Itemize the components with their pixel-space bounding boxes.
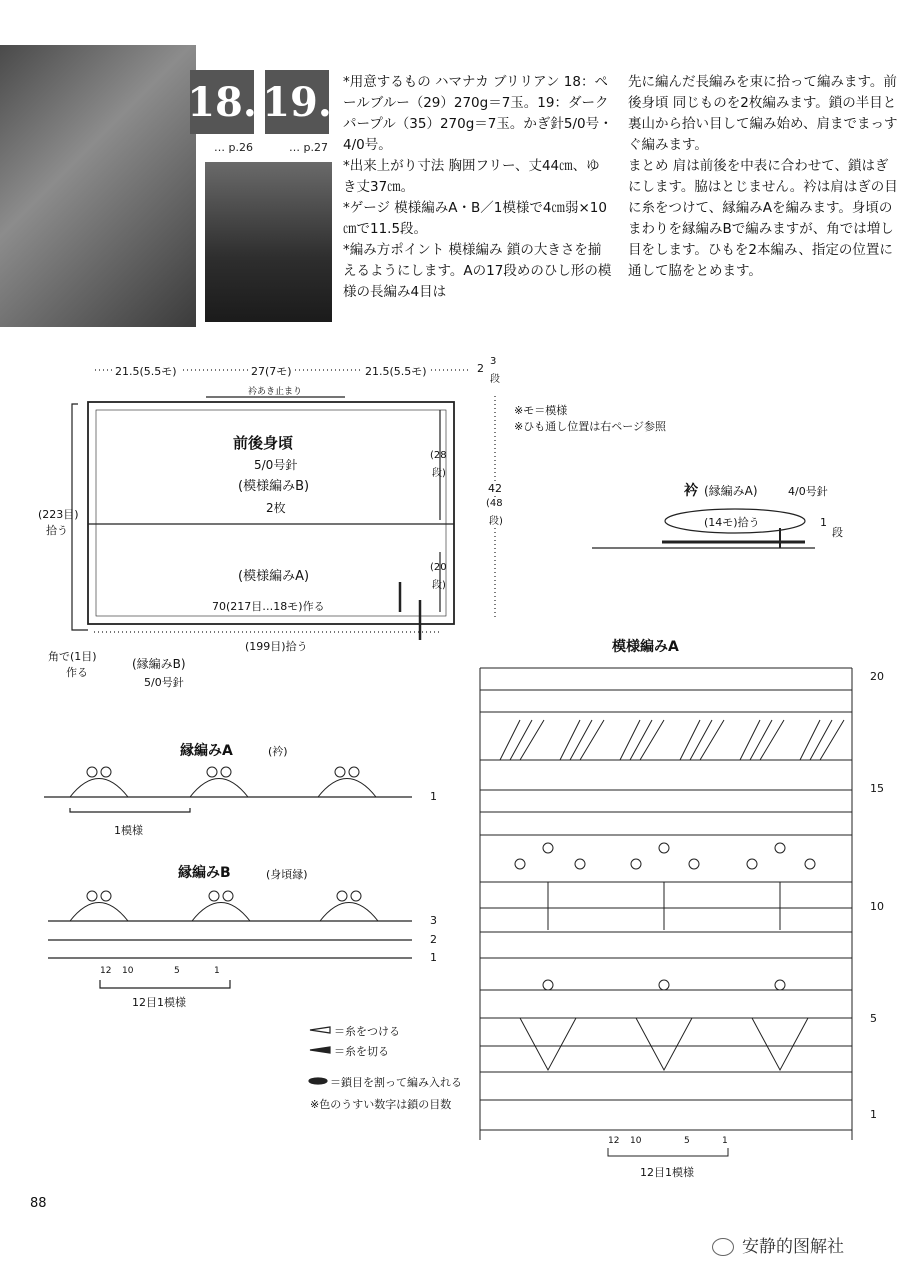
rows-20: (20 xyxy=(430,562,447,573)
edging-b-n10: 10 xyxy=(122,966,134,976)
corner-text: 角で(1目) xyxy=(48,650,97,663)
pattern-a-row20: 20 xyxy=(870,670,884,683)
pattern-a-row5: 5 xyxy=(870,1012,877,1025)
edging-b-row1: 1 xyxy=(430,951,437,964)
edging-b-label: (縁編みB) xyxy=(132,657,186,671)
pattern-a-n5: 5 xyxy=(684,1136,690,1146)
legend-cut: ＝糸を切る xyxy=(334,1045,389,1058)
edging-b-n12: 12 xyxy=(100,966,112,976)
left-pick-count: (223目) xyxy=(38,508,79,521)
edging-b-n5: 5 xyxy=(174,966,180,976)
right-top-rows-u: 段 xyxy=(490,374,500,385)
pattern-number-19: 19. xyxy=(265,70,329,134)
dim-left: 21.5(5.5モ) xyxy=(112,363,180,379)
right-top-rows: 2 xyxy=(477,362,484,375)
edging-a-title: 縁編みA xyxy=(180,743,233,759)
edging-b-sub: (身頃縁) xyxy=(266,868,308,881)
pattern-a-n1: 1 xyxy=(722,1136,728,1146)
body-pattern-b: (模様編みB) xyxy=(238,479,310,494)
edging-b-title: 縁編みB xyxy=(178,865,231,881)
dim-right: 21.5(5.5モ) xyxy=(362,363,430,379)
pattern-a-repeat: 12目1模様 xyxy=(640,1166,694,1179)
collar-rows-u: 段 xyxy=(832,526,843,539)
pattern-a-row10: 10 xyxy=(870,900,884,913)
collar-hook: 4/0号針 xyxy=(788,485,828,498)
legend-split: ＝鎖目を割って編み入れる xyxy=(330,1076,462,1089)
edging-b-repeat: 12目1模様 xyxy=(132,996,186,1009)
watermark-text: 安静的图解社 xyxy=(742,1237,844,1257)
materials-text: *用意するもの ハマナカ ブリリアン 18：ペールブルー（29）270g＝7玉。19：ダークパープル（35）270g＝7玉。かぎ針5/0号・4/0号。 *出来上がり寸法 胸囲フリー、丈44㎝、ゆき丈37㎝。 *ゲージ 模様編みA・B／1模様で4㎝弱×10㎝で11.5段。 *編み方ポイント 模様編み 鎖の大きさを揃えるようにします。Aの17段めのひし形の模様の長編み4目は xyxy=(343,74,613,300)
edging-b-n1: 1 xyxy=(214,966,220,976)
rows-48-u: 段) xyxy=(489,512,503,527)
neck-label: 衿あき止まり xyxy=(248,387,303,397)
pattern-a-title: 模様編みA xyxy=(612,639,679,655)
corner-text-2: 作る xyxy=(66,666,88,679)
rows-28-u: 段) xyxy=(432,468,446,479)
rows-28: (28 xyxy=(430,450,447,461)
dim-center: 27(7モ) xyxy=(248,363,295,379)
body-pattern-a: (模様編みA) xyxy=(238,569,310,584)
legend-note: ※色のうすい数字は鎖の目数 xyxy=(310,1098,452,1111)
collar-sub: (縁編みA) xyxy=(704,484,758,498)
left-pick-text: 拾う xyxy=(46,524,68,537)
note-mo: ※モ＝模様 xyxy=(514,404,568,417)
collar-pick: (14モ)拾う xyxy=(704,516,760,529)
legend-join: ＝糸をつける xyxy=(334,1025,400,1038)
collar-title: 衿 xyxy=(684,483,698,499)
instructions-text: 先に編んだ長編みを束に拾って編みます。前後身頃 同じものを2枚編みます。鎖の半目と裏山から拾い目して編み始め、肩までまっすぐ編みます。 まとめ 肩は前後を中表に合わせて、鎖はぎにします。脇はとじません。衿は肩はぎの目に糸をつけて、縁編みAを編みます。身頃のまわりを縁編みBで編みますが、角では増し目をします。ひもを2本編み、指定の位置に通して脇をとめます。 xyxy=(628,74,898,279)
body-count: 2枚 xyxy=(266,501,286,515)
edging-a-row: 1 xyxy=(430,790,437,803)
pattern-a-row15: 15 xyxy=(870,782,884,795)
note-cord: ※ひも通し位置は右ページ参照 xyxy=(514,420,666,433)
body-hook: 5/0号針 xyxy=(254,458,298,472)
wechat-icon xyxy=(712,1238,734,1256)
pattern-number-18: 18. xyxy=(190,70,254,134)
watermark xyxy=(712,1232,844,1257)
edging-b-row3: 3 xyxy=(430,914,437,927)
rows-20-u: 段) xyxy=(432,580,446,591)
edging-a-repeat: 1模様 xyxy=(114,824,143,837)
body-title: 前後身頃 xyxy=(233,434,294,452)
collar-rows: 1 xyxy=(820,516,827,529)
pattern-a-row1: 1 xyxy=(870,1108,877,1121)
body-chain: 70(217目…18モ)作る xyxy=(212,600,325,613)
pattern-a-n12: 12 xyxy=(608,1136,620,1146)
pattern-a-n10: 10 xyxy=(630,1136,642,1146)
body-pick-bottom: (199目)拾う xyxy=(242,638,311,654)
page-ref-18: … p.26 xyxy=(214,141,253,154)
rows-42: 42 xyxy=(488,482,502,495)
page-number: 88 xyxy=(30,1196,47,1211)
rows-48: (48 xyxy=(486,498,503,509)
edging-b-hook: 5/0号針 xyxy=(144,676,184,689)
page-ref-19: … p.27 xyxy=(289,141,328,154)
right-top-rows-n: 3 xyxy=(490,356,497,367)
edging-a-sub: (衿) xyxy=(268,745,288,758)
edging-b-row2: 2 xyxy=(430,933,437,946)
